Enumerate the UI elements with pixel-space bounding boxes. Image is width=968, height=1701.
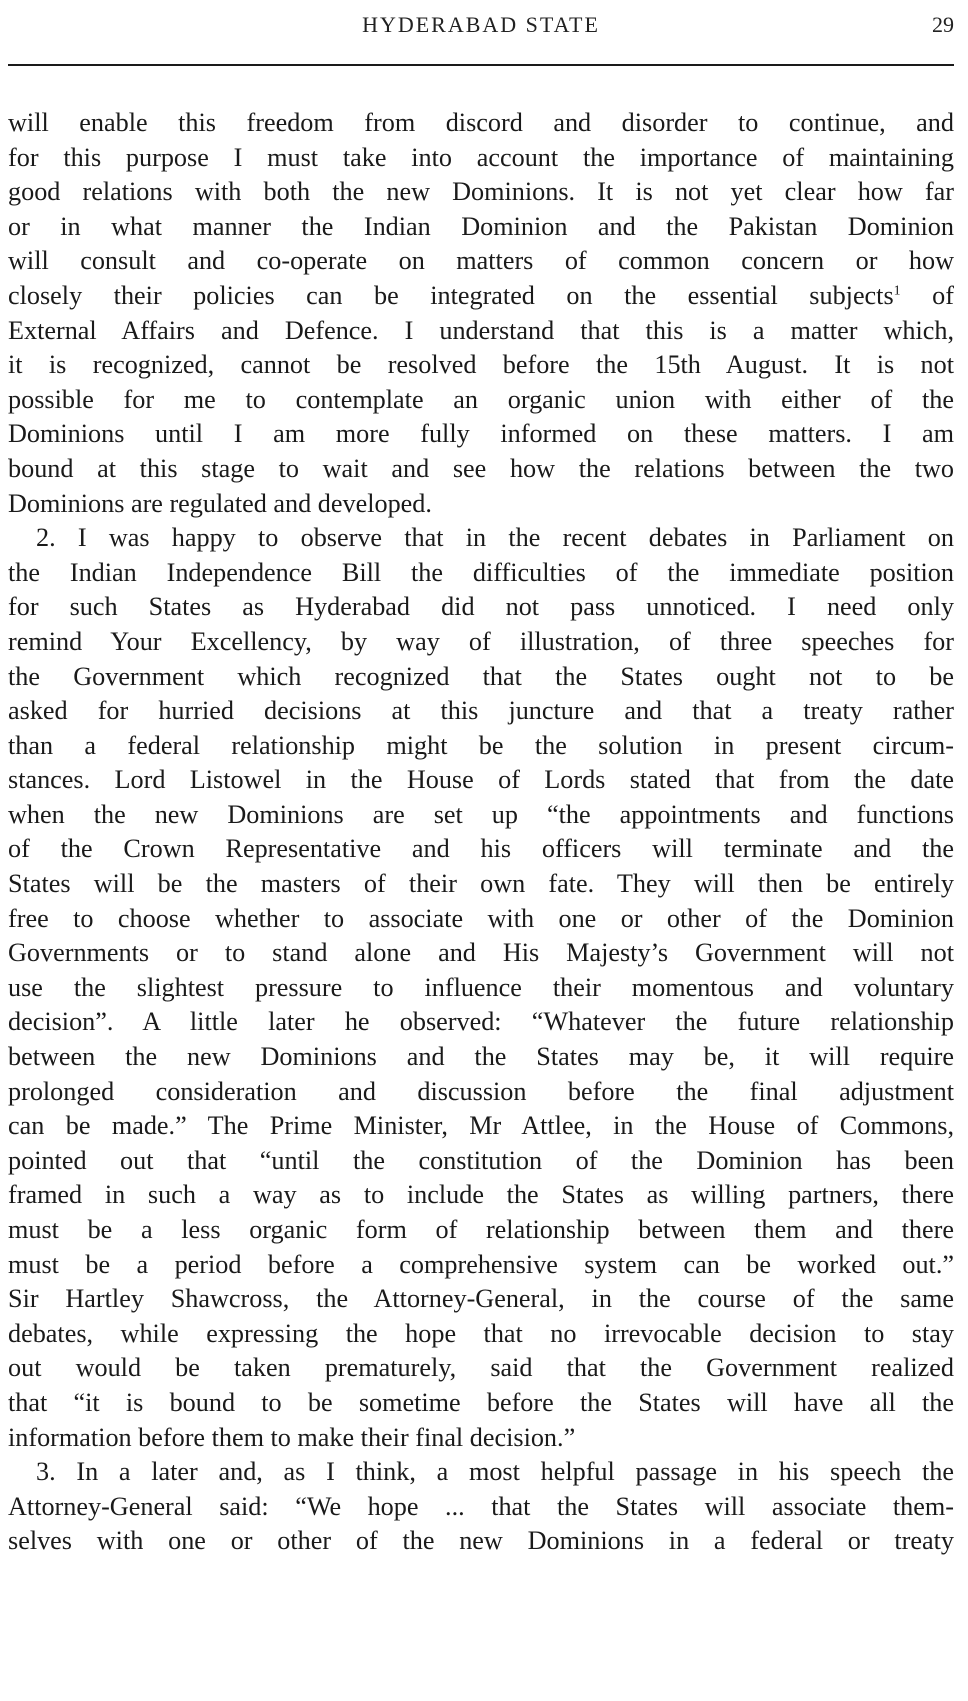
text-line: prolonged consideration and discussion before the final adjustment <box>8 1076 954 1106</box>
text-line: will consult and co-operate on matters of common concern or how <box>8 246 954 276</box>
text-line: remind Your Excellency, by way of illustration, of three speeches for <box>8 626 954 656</box>
text-line: between the new Dominions and the States may be, it will require <box>8 1042 954 1072</box>
text-line: it is recognized, cannot be resolved before the 15th August. It is not <box>8 350 954 380</box>
text-line: bound at this stage to wait and see how the relations between the two <box>8 453 954 483</box>
text-line: when the new Dominions are set up “the appointments and functions <box>8 799 954 829</box>
paragraph-start: 3. In a later and, as I think, a most helpful passage in his speech the <box>36 1457 954 1487</box>
text-line-segment: of <box>900 280 954 310</box>
text-line: use the slightest pressure to influence their momentous and voluntary <box>8 972 954 1002</box>
text-line: pointed out that “until the constitution of the Dominion has been <box>8 1145 954 1175</box>
text-line: External Affairs and Defence. I understand that this is a matter which, <box>8 315 954 345</box>
text-line: free to choose whether to associate with one or other of the Dominion <box>8 903 954 933</box>
text-line: can be made.” The Prime Minister, Mr Attlee, in the House of Commons, <box>8 1111 954 1141</box>
text-line-with-footnote <box>8 279 954 314</box>
text-line: than a federal relationship might be the solution in present circum- <box>8 730 954 760</box>
text-line: out would be taken prematurely, said that the Government realized <box>8 1353 954 1383</box>
text-line: asked for hurried decisions at this juncture and that a treaty rather <box>8 696 954 726</box>
text-line: of the Crown Representative and his officers will terminate and the <box>8 834 954 864</box>
footnote-marker: 1 <box>893 283 901 299</box>
running-title: HYDERABAD STATE <box>362 12 600 37</box>
text-line: the Government which recognized that the States ought not to be <box>8 661 954 691</box>
paragraph-start: 2. I was happy to observe that in the recent debates in Parliament on <box>36 523 954 553</box>
text-line: Dominions until I am more fully informed on these matters. I am <box>8 419 954 449</box>
running-head <box>8 10 954 40</box>
text-line: debates, while expressing the hope that no irrevocable decision to stay <box>8 1318 954 1348</box>
text-line: stances. Lord Listowel in the House of Lords stated that from the date <box>8 765 954 795</box>
text-line: will enable this freedom from discord and disorder to continue, and <box>8 108 954 137</box>
text-line: framed in such a way as to include the States as willing partners, there <box>8 1180 954 1210</box>
text-line: for such States as Hyderabad did not pass unnoticed. I need only <box>8 592 954 622</box>
text-line: Governments or to stand alone and His Majesty’s Government will not <box>8 938 954 968</box>
header-rule <box>8 64 954 66</box>
text-line: that “it is bound to be sometime before the States will have all the <box>8 1387 954 1417</box>
text-line-segment: closely their policies can be integrated on the essential subjects <box>8 280 894 310</box>
text-line: States will be the masters of their own fate. They will then be entirely <box>8 869 954 899</box>
text-line: possible for me to contemplate an organic union with either of the <box>8 384 954 414</box>
text-line: information before them to make their final decision.” <box>8 1422 576 1452</box>
text-line: must be a period before a comprehensive system can be worked out.” <box>8 1249 954 1279</box>
text-line: good relations with both the new Dominions. It is not yet clear how far <box>8 177 954 207</box>
text-line: or in what manner the Indian Dominion and the Pakistan Dominion <box>8 211 954 241</box>
text-line: Dominions are regulated and developed. <box>8 488 432 518</box>
text-line: for this purpose I must take into account the importance of maintaining <box>8 142 954 172</box>
page-number: 29 <box>932 12 954 37</box>
text-line: selves with one or other of the new Dominions in a federal or treaty <box>8 1526 954 1556</box>
text-line: Attorney-General said: “We hope ... that the States will associate them- <box>8 1491 954 1521</box>
body-text <box>8 106 954 1559</box>
text-line: the Indian Independence Bill the difficulties of the immediate position <box>8 557 954 587</box>
text-line: Sir Hartley Shawcross, the Attorney-General, in the course of the same <box>8 1284 954 1314</box>
text-line: must be a less organic form of relationship between them and there <box>8 1215 954 1244</box>
text-line: decision”. A little later he observed: “Whatever the future relationship <box>8 1007 954 1037</box>
